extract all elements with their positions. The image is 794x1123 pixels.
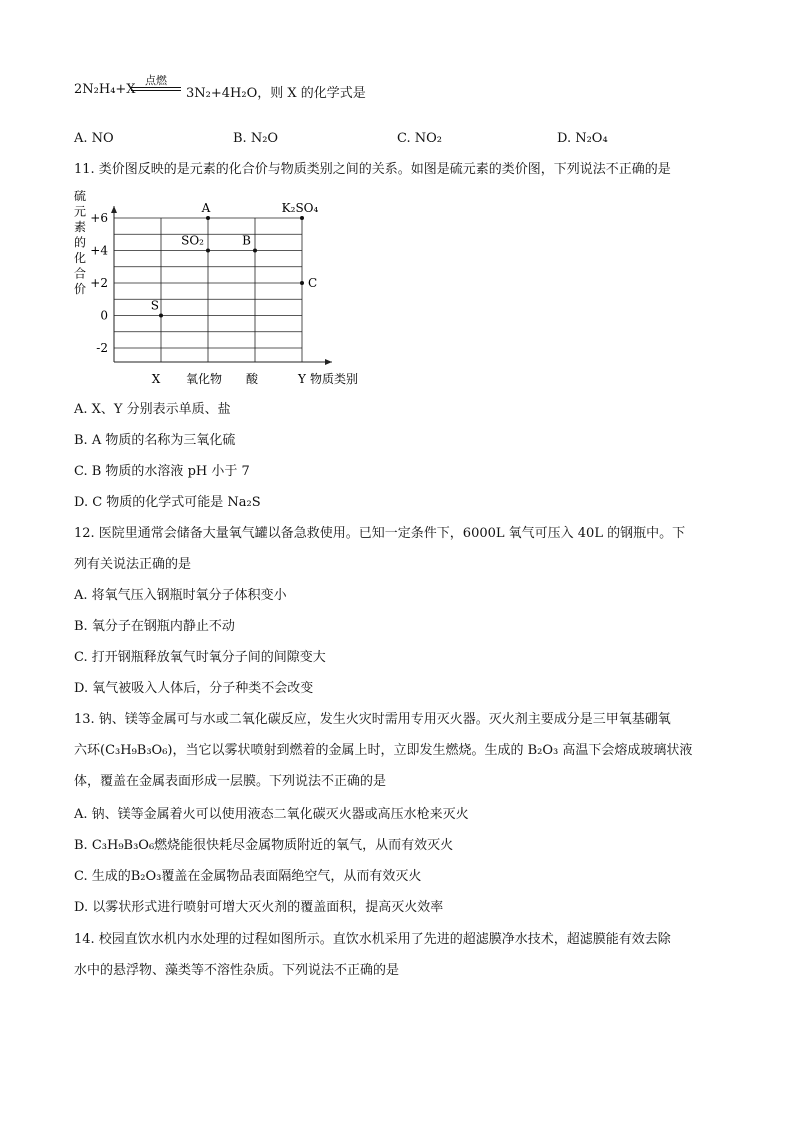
q11-option-d: D. C 物质的化学式可能是 Na₂S (74, 495, 261, 510)
chart-grid (111, 206, 332, 365)
q12-option-d: D. 氧气被吸入人体后，分子种类不会改变 (74, 681, 314, 696)
q13-option-b: B. C₃H₉B₃O₆燃烧能很快耗尽金属物质附近的氧气，从而有效灭火 (74, 838, 454, 853)
q10-equation-right: 3N₂+4H₂O，则 X 的化学式是 (186, 86, 366, 101)
point-label: C (308, 276, 318, 290)
point-marker (159, 314, 163, 318)
point-label: SO₂ (181, 233, 204, 248)
q10-option-c: C. NO₂ (397, 131, 442, 146)
x-tick-labels (152, 371, 307, 386)
x-tick-label: 氧化物 (185, 372, 223, 386)
x-axis-arrow (325, 359, 332, 365)
q12-option-c: C. 打开钢瓶释放氧气时氧分子间的间隙变大 (74, 650, 326, 665)
q11-option-c: C. B 物质的水溶液 pH 小于 7 (74, 464, 250, 479)
y-axis-label (74, 190, 86, 296)
q10-arrow-bar-bottom (131, 90, 181, 91)
q12-stem-line1: 12. 医院里通常会储备大量氧气罐以备急救使用。已知一定条件下，6000L 氧气可压入 40L 的钢瓶中。下 (74, 526, 686, 541)
q13-stem-line2: 六环(C₃H₉B₃O₆)，当它以雾状喷射到燃着的金属上时，立即发生燃烧。生成的 B₂O₃ 高温下会熔成玻璃状液 (74, 743, 693, 758)
q13-stem-line3: 体，覆盖在金属表面形成一层膜。下列说法不正确的是 (74, 774, 387, 789)
q10-option-a: A. NO (74, 131, 114, 146)
point-marker (206, 216, 210, 220)
chart-points (151, 201, 319, 318)
q10-equation-left: 2N₂H₄+X (74, 82, 136, 97)
point-marker (253, 249, 257, 253)
y-tick-label: +6 (90, 211, 108, 225)
x-tick-label: Y (298, 372, 306, 386)
q13-option-a: A. 钠、镁等金属着火可以使用液态二氧化碳灭火器或高压水枪来灭火 (74, 807, 469, 822)
y-tick-label: +2 (90, 276, 108, 290)
q12-option-a: A. 将氧气压入钢瓶时氧分子体积变小 (74, 588, 287, 603)
y-tick-label: -2 (96, 341, 108, 355)
q14-stem-line2: 水中的悬浮物、藻类等不溶性杂质。下列说法不正确的是 (74, 963, 400, 978)
point-label: B (242, 233, 251, 248)
y-tick-label: 0 (100, 308, 108, 323)
q10-option-d: D. N₂O₄ (557, 131, 608, 146)
y-axis-label-char: 合 (74, 266, 87, 281)
q10-arrow-bar-top (131, 87, 181, 88)
y-tick-labels (90, 211, 108, 355)
x-tick-label: X (151, 372, 161, 386)
q13-option-c: C. 生成的B₂O₃覆盖在金属物品表面隔绝空气，从而有效灭火 (74, 869, 422, 884)
x-axis-label: 物质类别 (310, 372, 359, 386)
q13-stem-line1: 13. 钠、镁等金属可与水或二氧化碳反应，发生火灾时需用专用灭火器。灭火剂主要成分是三甲氧基硼氧 (74, 712, 671, 727)
point-label: S (150, 298, 159, 313)
q11-option-b: B. A 物质的名称为三氧化硫 (74, 433, 236, 448)
q11-option-a: A. X、Y 分别表示单质、盐 (74, 402, 231, 417)
q13-option-d: D. 以雾状形式进行喷射可增大灭火剂的覆盖面积，提高灭火效率 (74, 900, 444, 915)
q10-reaction-condition: 点燃 (145, 74, 167, 87)
q11-stem: 11. 类价图反映的是元素的化合价与物质类别之间的关系。如图是硫元素的类价图，下列说法不正确的是 (74, 162, 671, 177)
point-marker (300, 281, 304, 285)
y-axis-label-char: 的 (74, 235, 87, 250)
q10-reaction-arrow (131, 72, 181, 102)
y-axis-label-char: 价 (74, 282, 87, 296)
q10-option-b: B. N₂O (233, 131, 279, 146)
y-axis-label-char: 化 (74, 251, 87, 265)
q12-stem-line2: 列有关说法正确的是 (74, 557, 192, 572)
y-axis-label-char: 硫 (74, 190, 87, 203)
x-tick-label: 酸 (245, 372, 259, 386)
q11-valence-chart (70, 190, 380, 390)
q14-stem-line1: 14. 校园直饮水机内水处理的过程如图所示。直饮水机采用了先进的超滤膜净水技术，超滤膜能有效去除 (74, 932, 671, 947)
point-label: K₂SO₄ (281, 201, 319, 215)
y-tick-label: +4 (90, 243, 108, 258)
point-marker (206, 249, 210, 253)
y-axis-label-char: 素 (74, 220, 87, 234)
q12-option-b: B. 氧分子在钢瓶内静止不动 (74, 619, 235, 634)
y-axis-label-char: 元 (74, 204, 87, 219)
point-label: A (201, 201, 211, 215)
point-marker (300, 216, 304, 220)
